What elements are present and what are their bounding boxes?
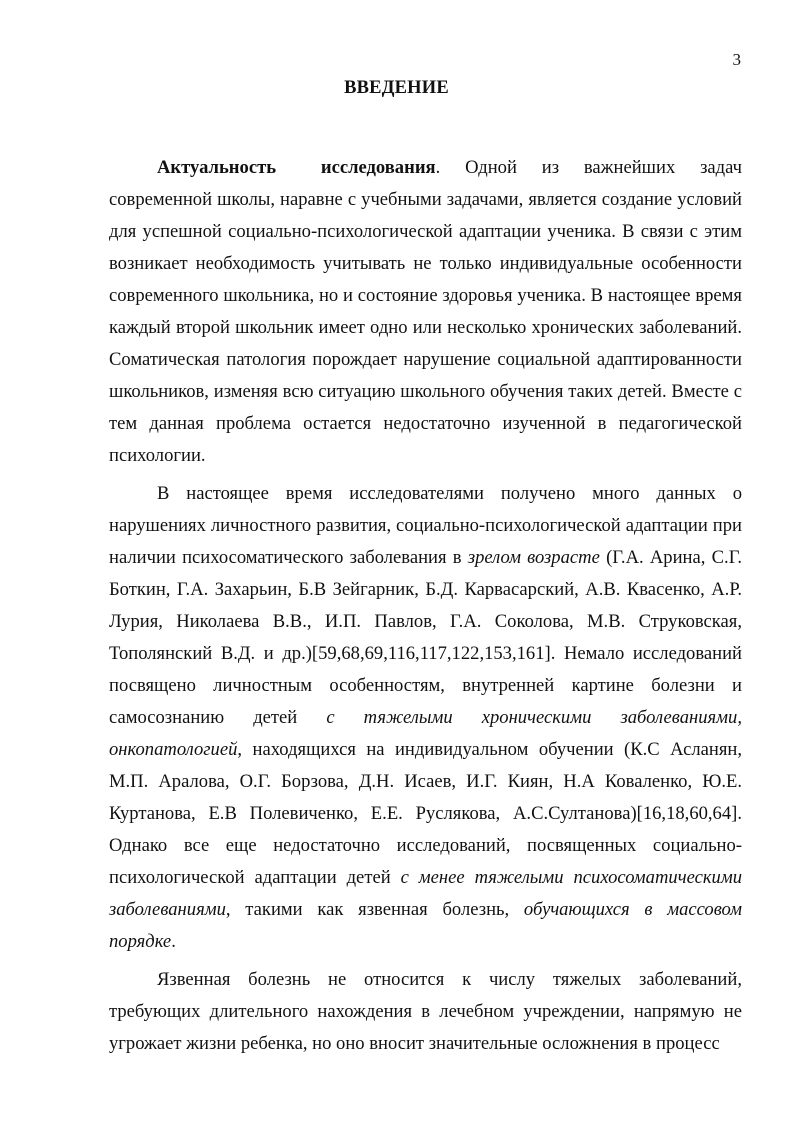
paragraph-relevance: [109, 152, 742, 472]
emphasis-text: с тяжелыми хроническими заболеваниями, онкопатологией: [109, 707, 742, 760]
emphasis-text: зрелом возрасте: [467, 547, 600, 568]
paragraph-research: [109, 478, 742, 958]
paragraph-text: (Г.А. Арина, С.Г. Боткин, Г.А. Захарьин, Б.В Зейгарник, Б.Д. Карвасарский, А.В. Квасенко, А.Р. Лурия, Николаева В.В., И.П. Павлов, Г.А. Соколова, М.В. Струковская, Тополянский В.Д. и др.)[59,68,69,116,117,122,153,161]. Немало исследований посвящено личностным особенностям, внутренней картине болезни и самосознанию детей: [109, 547, 742, 728]
page-title: ВВЕДЕНИЕ: [344, 78, 449, 98]
paragraph-text: , находящихся на индивидуальном обучении (К.С Асланян, М.П. Аралова, О.Г. Борзова, Д.Н. Исаев, И.Г. Киян, Н.А Коваленко, Ю.Е. Куртанова, Е.В Полевиченко, Е.Е. Руслякова, А.С.Султанова)[16,18,60,64]. Однако все еще недостаточно исследований, посвященных социально-психологической адаптации детей: [109, 739, 742, 888]
paragraph-text: .: [171, 931, 176, 952]
paragraph-text: Язвенная болезнь не относится к числу тяжелых заболеваний, требующих длительного нахождения в лечебном учреждении, напрямую не угрожает жизни ребенка, но оно вносит значительные осложнения в процесс: [109, 969, 742, 1054]
body-text: [109, 152, 742, 1060]
paragraph-text: , такими как язвенная болезнь,: [225, 899, 524, 920]
paragraph-text: Одной из важнейших задач современной школы, наравне с учебными задачами, является создание условий для успешной социально-психологической адаптации ученика. В связи с этим возникает необходимость учитывать не только индивидуальные особенности современного школьника, но и состояние здоровья ученика. В настоящее время каждый второй школьник имеет одно или несколько хронических заболеваний. Соматическая патология порождает нарушение социальной адаптированности школьников, изменяя всю ситуацию школьного обучения таких детей. Вместе с тем данная проблема остается недостаточно изученной в педагогической психологии.: [109, 157, 742, 466]
emphasis-text: с менее тяжелыми психосоматическими заболеваниями: [109, 867, 742, 920]
lead-phrase: Актуальность исследования: [157, 157, 436, 178]
emphasis-text: обучающихся в массовом порядке: [109, 899, 742, 952]
paragraph-text: В настоящее время исследователями получено много данных о нарушениях личностного развития, социально-психологической адаптации при наличии психосоматического заболевания в: [109, 483, 742, 568]
paragraph-ulcer: [109, 964, 742, 1060]
page-number: 3: [732, 50, 741, 69]
lead-period: .: [435, 157, 441, 178]
